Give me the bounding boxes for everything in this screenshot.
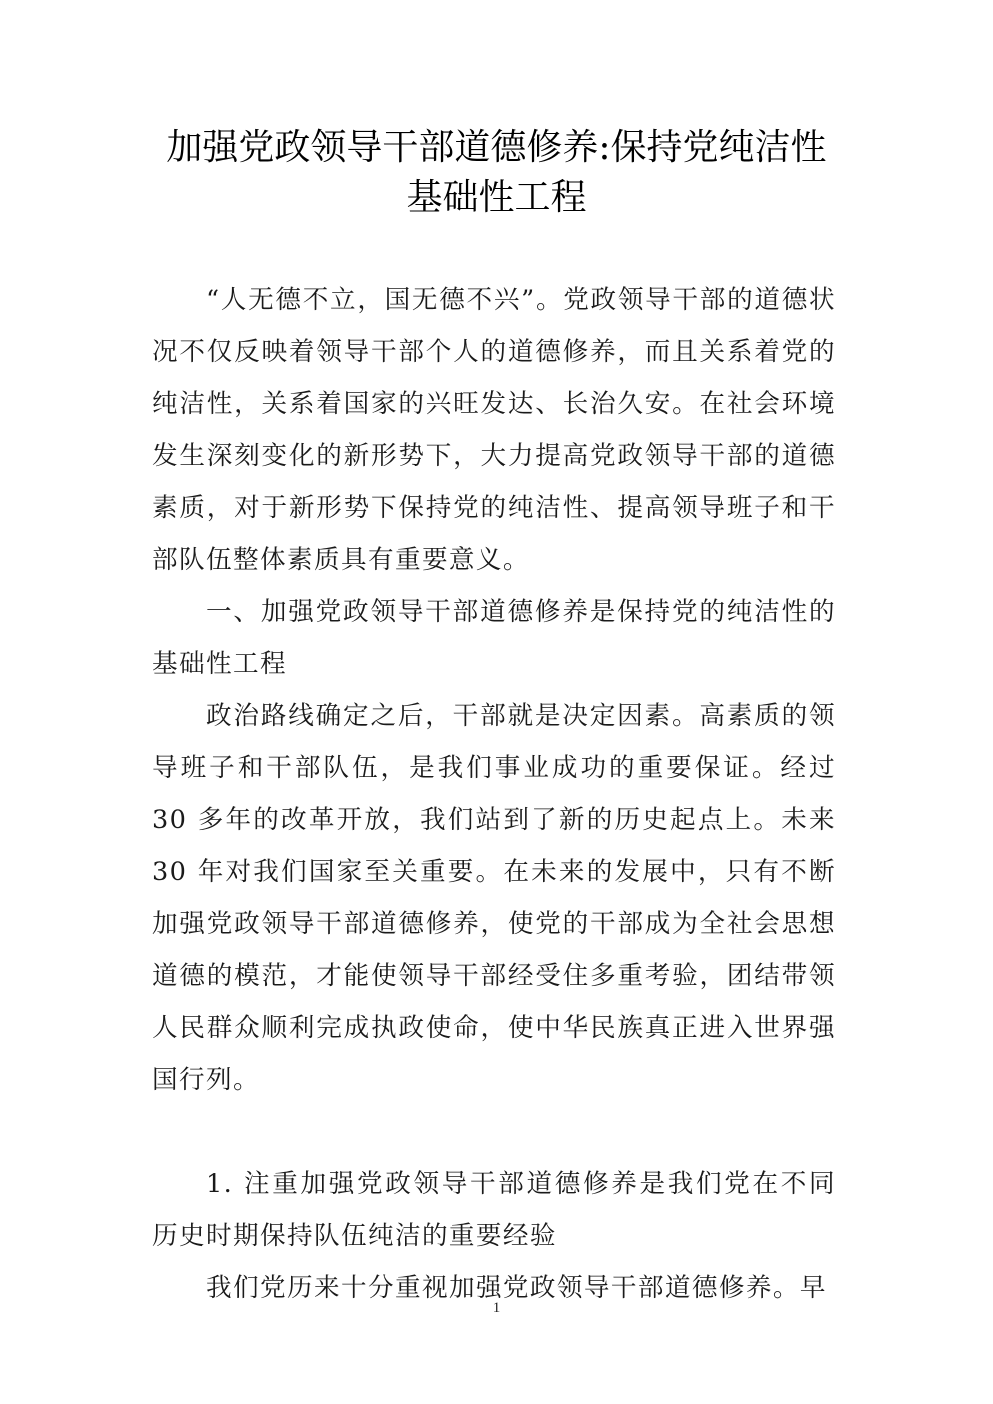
subsection-heading-1: 1. 注重加强党政领导干部道德修养是我们党在不同历史时期保持队伍纯洁的重要经验 bbox=[152, 1169, 836, 1251]
body-paragraph: 政治路线确定之后，干部就是决定因素。高素质的领导班子和干部队伍，是我们事业成功的重要保证。经过 30 多年的改革开放，我们站到了新的历史起点上。未来 30 年对我们国家至关重要。在未来的发展中，只有不断加强党政领导干部道德修养，使党的干部成为全社会思想道德的模范，才能使领导干部经受住多重考验，团结带领人民群众顺利完成执政使命，使中华民族真正进入世界强国行列。 bbox=[152, 701, 836, 1095]
paragraph-spacer bbox=[152, 1106, 836, 1158]
section-heading-1: 一、加强党政领导干部道德修养是保持党的纯洁性的基础性工程 bbox=[152, 597, 836, 679]
intro-paragraph: “人无德不立，国无德不兴”。党政领导干部的道德状况不仅反映着领导干部个人的道德修养，而且关系着党的纯洁性，关系着国家的兴旺发达、长治久安。在社会环境发生深刻变化的新形势下，大力提高党政领导干部的道德素质，对于新形势下保持党的纯洁性、提高领导班子和干部队伍整体素质具有重要意义。 bbox=[152, 285, 836, 575]
page-number: 1 bbox=[492, 1300, 501, 1316]
document-body bbox=[152, 274, 836, 1314]
document-title-line-1: 加强党政领导干部道德修养:保持党纯洁性 bbox=[166, 127, 827, 168]
body-paragraph-continued: 我们党历来十分重视加强党政领导干部道德修养。早 bbox=[206, 1273, 827, 1303]
document-title-line-2: 基础性工程 bbox=[406, 177, 587, 218]
